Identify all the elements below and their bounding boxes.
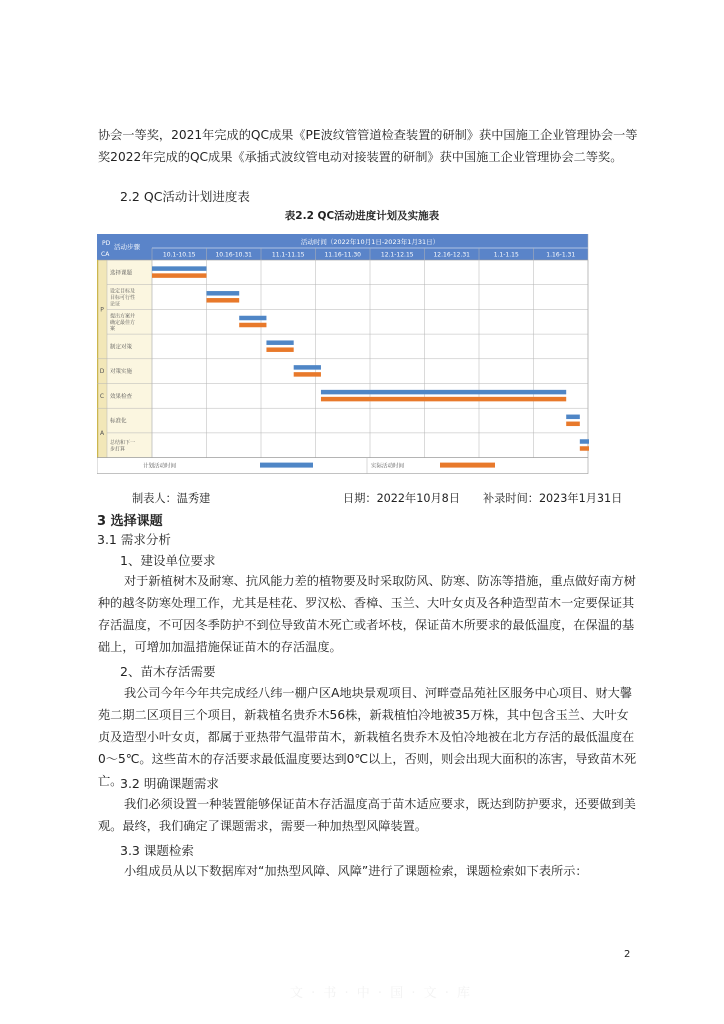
table-caption: 表2.2 QC活动进度计划及实施表	[284, 210, 440, 222]
section-3-3-heading: 3.3 课题检索	[120, 843, 194, 858]
paragraph-construction-requirements: 对于新植树木及耐寒、抗风能力差的植物要及时采取防风、防寒、防冻等措施，重点做好南方树种的越冬防寒处理工作，尤其是桂花、罗汉松、香樟、玉兰、大叶女贞及各种造型苗木一定要保证其存活温度，不可因冬季防护不到位导致苗木死亡或者坏枝，保证苗木所要求的最低温度，在保温的基础上，可增加加温措施保证苗木的存活温度。	[98, 574, 636, 654]
step-label: 论证	[110, 301, 121, 308]
step-label: 目标可行性	[110, 295, 136, 302]
section-3-2-heading: 3.2 明确课题需求	[120, 776, 219, 791]
phase-label: P	[100, 306, 104, 314]
intro-paragraph: 协会一等奖，2021年完成的QC成果《PE波纹管管道检查装置的研制》获中国施工企业管理协会一等奖2022年完成的QC成果《承插式波纹管电动对接装置的研制》获中国施工企业管理协会二等奖。	[98, 128, 638, 164]
plan-bar	[152, 266, 207, 271]
actual-bar	[266, 347, 293, 352]
period-label: 10.1-10.15	[162, 251, 196, 259]
table-date: 日期：2022年10月8日	[343, 492, 460, 505]
table-maker: 制表人：温秀建	[132, 492, 211, 505]
period-label: 12.16-12.31	[433, 251, 471, 259]
step-label: 设定目标及	[110, 288, 136, 295]
watermark: 文 · 书 · 中 · 国 · 文 · 库	[290, 986, 472, 1001]
step-label: 选择课题	[110, 270, 133, 277]
step-label: 效果检查	[110, 393, 133, 400]
step-label: 步打算	[110, 446, 126, 453]
period-label: 11.16-11.30	[324, 251, 362, 259]
plan-bar	[321, 390, 566, 395]
period-label: 11.1-11.15	[271, 251, 305, 259]
legend-actual-label: 实际活动时间	[371, 463, 405, 470]
plan-bar	[266, 340, 293, 345]
actual-bar	[207, 298, 240, 303]
plan-bar	[207, 291, 240, 296]
phase-label: D	[99, 368, 105, 376]
table-supplement-date: 补录时间：2023年1月31日	[483, 492, 623, 505]
step-label: 确定最佳方	[110, 319, 136, 326]
header-pdca: PD	[102, 240, 111, 247]
legend-actual-swatch	[440, 463, 495, 468]
phase-label: A	[99, 429, 105, 437]
actual-bar	[580, 446, 589, 451]
header-pdca-2: CA	[101, 251, 110, 258]
header-steps: 活动步骤	[114, 243, 140, 251]
section-3-1-heading: 3.1 需求分析	[97, 532, 171, 547]
gantt-chart	[97, 234, 589, 476]
paragraph-seedling-survival: 我公司今年今年共完成经八纬一棚户区A地块景观项目、河畔壹品苑社区服务中心项目、财大馨苑二期二区项目三个项目，新栽植名贵乔木56株，新栽植怕冷地被35万株，其中包含玉兰、大叶女贞及造型小叶女贞，都属于亚热带气温带苗木，新栽植名贵乔木及怕冷地被在北方存活的最低温度在0～5℃。这些苗木的存活要求最低温度要达到0℃以上，否则，则会出现大面积的冻害，导致苗木死亡。	[98, 686, 637, 788]
actual-bar	[152, 273, 207, 278]
page-number: 2	[624, 949, 631, 960]
subsection-3-1-2: 2、苗木存活需要	[120, 664, 216, 679]
step-label: 提出方案并	[110, 313, 136, 320]
subsection-3-1-1: 1、建设单位要求	[120, 553, 216, 568]
table-border	[97, 260, 588, 474]
actual-bar	[239, 323, 266, 328]
period-label: 12.1-12.15	[380, 251, 414, 259]
period-label: 1.1-1.15	[493, 251, 519, 259]
header-time-range: 活动时间（2022年10月1日-2023年1月31日）	[300, 238, 440, 246]
legend-plan-swatch	[260, 463, 313, 468]
paragraph-topic-search: 小组成员从以下数据库对“加热型风障、风障”进行了课题检索，课题检索如下表所示：	[124, 864, 588, 878]
paragraph-clarify-requirements: 我们必须设置一种装置能够保证苗木存活温度高于苗木适应要求，既达到防护要求，还要做到美观。最终，我们确定了课题需求，需要一种加热型风障装置。	[98, 797, 636, 833]
plan-bar	[566, 415, 580, 420]
period-label: 10.16-10.31	[215, 251, 253, 259]
step-label: 案	[110, 326, 116, 333]
actual-bar	[321, 397, 566, 402]
phase-label: C	[99, 392, 105, 400]
section-2-2-heading: 2.2 QC活动计划进度表	[120, 189, 250, 204]
step-label: 制定对策	[110, 344, 133, 351]
legend-plan-label: 计划活动时间	[143, 463, 177, 470]
actual-bar	[566, 422, 580, 427]
section-3-heading: 3 选择课题	[97, 514, 163, 529]
step-label: 标准化	[110, 418, 127, 425]
period-label: 1.16-1.31	[546, 251, 576, 259]
step-label: 对策实施	[110, 369, 133, 376]
step-label: 总结和下一	[110, 440, 136, 447]
plan-bar	[294, 365, 321, 370]
plan-bar	[239, 316, 266, 321]
plan-bar	[580, 439, 589, 444]
actual-bar	[294, 372, 321, 377]
